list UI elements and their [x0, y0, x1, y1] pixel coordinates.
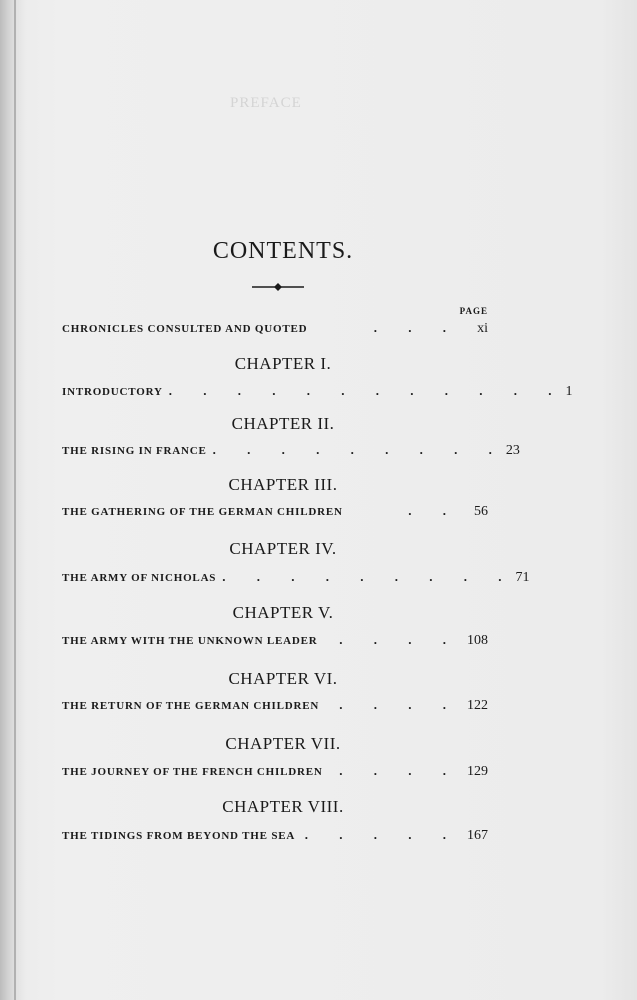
dot-leader: . . . . .	[304, 827, 460, 842]
toc-page-number: xi	[477, 321, 488, 336]
chapter-heading-4: CHAPTER IV.	[229, 539, 337, 558]
toc-row-front	[62, 320, 488, 336]
toc-entry-title: CHRONICLES CONSULTED AND QUOTED	[62, 323, 308, 335]
toc-page-number: 1	[565, 384, 573, 399]
page-title: CONTENTS.	[212, 238, 354, 264]
chapter-heading-8: CHAPTER VIII.	[222, 797, 344, 816]
chapter-heading-6: CHAPTER VI.	[228, 669, 338, 688]
dot-leader: . . . . . . . . . . . .	[168, 383, 566, 398]
chapter-heading-2: CHAPTER II.	[231, 414, 335, 433]
chapter-heading-3: CHAPTER III.	[228, 475, 338, 494]
toc-row-1	[62, 383, 573, 399]
dot-leader: . . . .	[339, 632, 460, 647]
toc-entry-title: THE JOURNEY OF THE FRENCH CHILDREN	[62, 766, 323, 778]
toc-entry-title: THE RISING IN FRANCE	[62, 445, 207, 457]
binding-shadow	[14, 0, 16, 1000]
toc-row-5	[62, 632, 488, 648]
toc-page-number: 122	[467, 698, 488, 713]
toc-page-number: 56	[474, 504, 488, 519]
dot-leader: . . . . . . . . .	[222, 569, 516, 584]
toc-entry-title: THE ARMY WITH THE UNKNOWN LEADER	[62, 635, 318, 647]
toc-page-number: 23	[505, 443, 520, 458]
toc-page-number: 167	[467, 828, 488, 843]
chapter-heading-5: CHAPTER V.	[232, 603, 334, 622]
toc-entry-title: THE TIDINGS FROM BEYOND THE SEA	[62, 830, 296, 842]
dot-leader: . .	[408, 503, 460, 518]
toc-entry-title: THE ARMY OF NICHOLAS	[62, 572, 217, 584]
dot-leader: . . . .	[339, 697, 460, 712]
toc-entry-title: THE GATHERING OF THE GERMAN CHILDREN	[62, 506, 343, 518]
dot-leader: . . . .	[339, 763, 460, 778]
torn-page-edge	[0, 0, 26, 1000]
toc-row-4	[62, 569, 530, 585]
bleed-through-text: PREFACE	[230, 95, 302, 111]
chapter-heading-7: CHAPTER VII.	[225, 734, 341, 753]
toc-entry-title: INTRODUCTORY	[62, 386, 163, 398]
divider-ornament-icon	[252, 282, 304, 292]
toc-page-number: 71	[515, 570, 530, 585]
toc-row-6	[62, 697, 488, 713]
dot-leader: . . . . . . . . .	[212, 442, 506, 457]
toc-row-7	[62, 763, 488, 779]
toc-row-3	[62, 503, 488, 519]
chapter-heading-1: CHAPTER I.	[234, 354, 332, 373]
toc-row-2	[62, 442, 520, 458]
toc-row-8	[62, 827, 488, 843]
page-column-label: PAGE	[459, 306, 488, 316]
dot-leader: . . .	[373, 320, 460, 335]
toc-page-number: 108	[467, 633, 488, 648]
toc-page-number: 129	[467, 764, 488, 779]
toc-entry-title: THE RETURN OF THE GERMAN CHILDREN	[62, 700, 320, 712]
